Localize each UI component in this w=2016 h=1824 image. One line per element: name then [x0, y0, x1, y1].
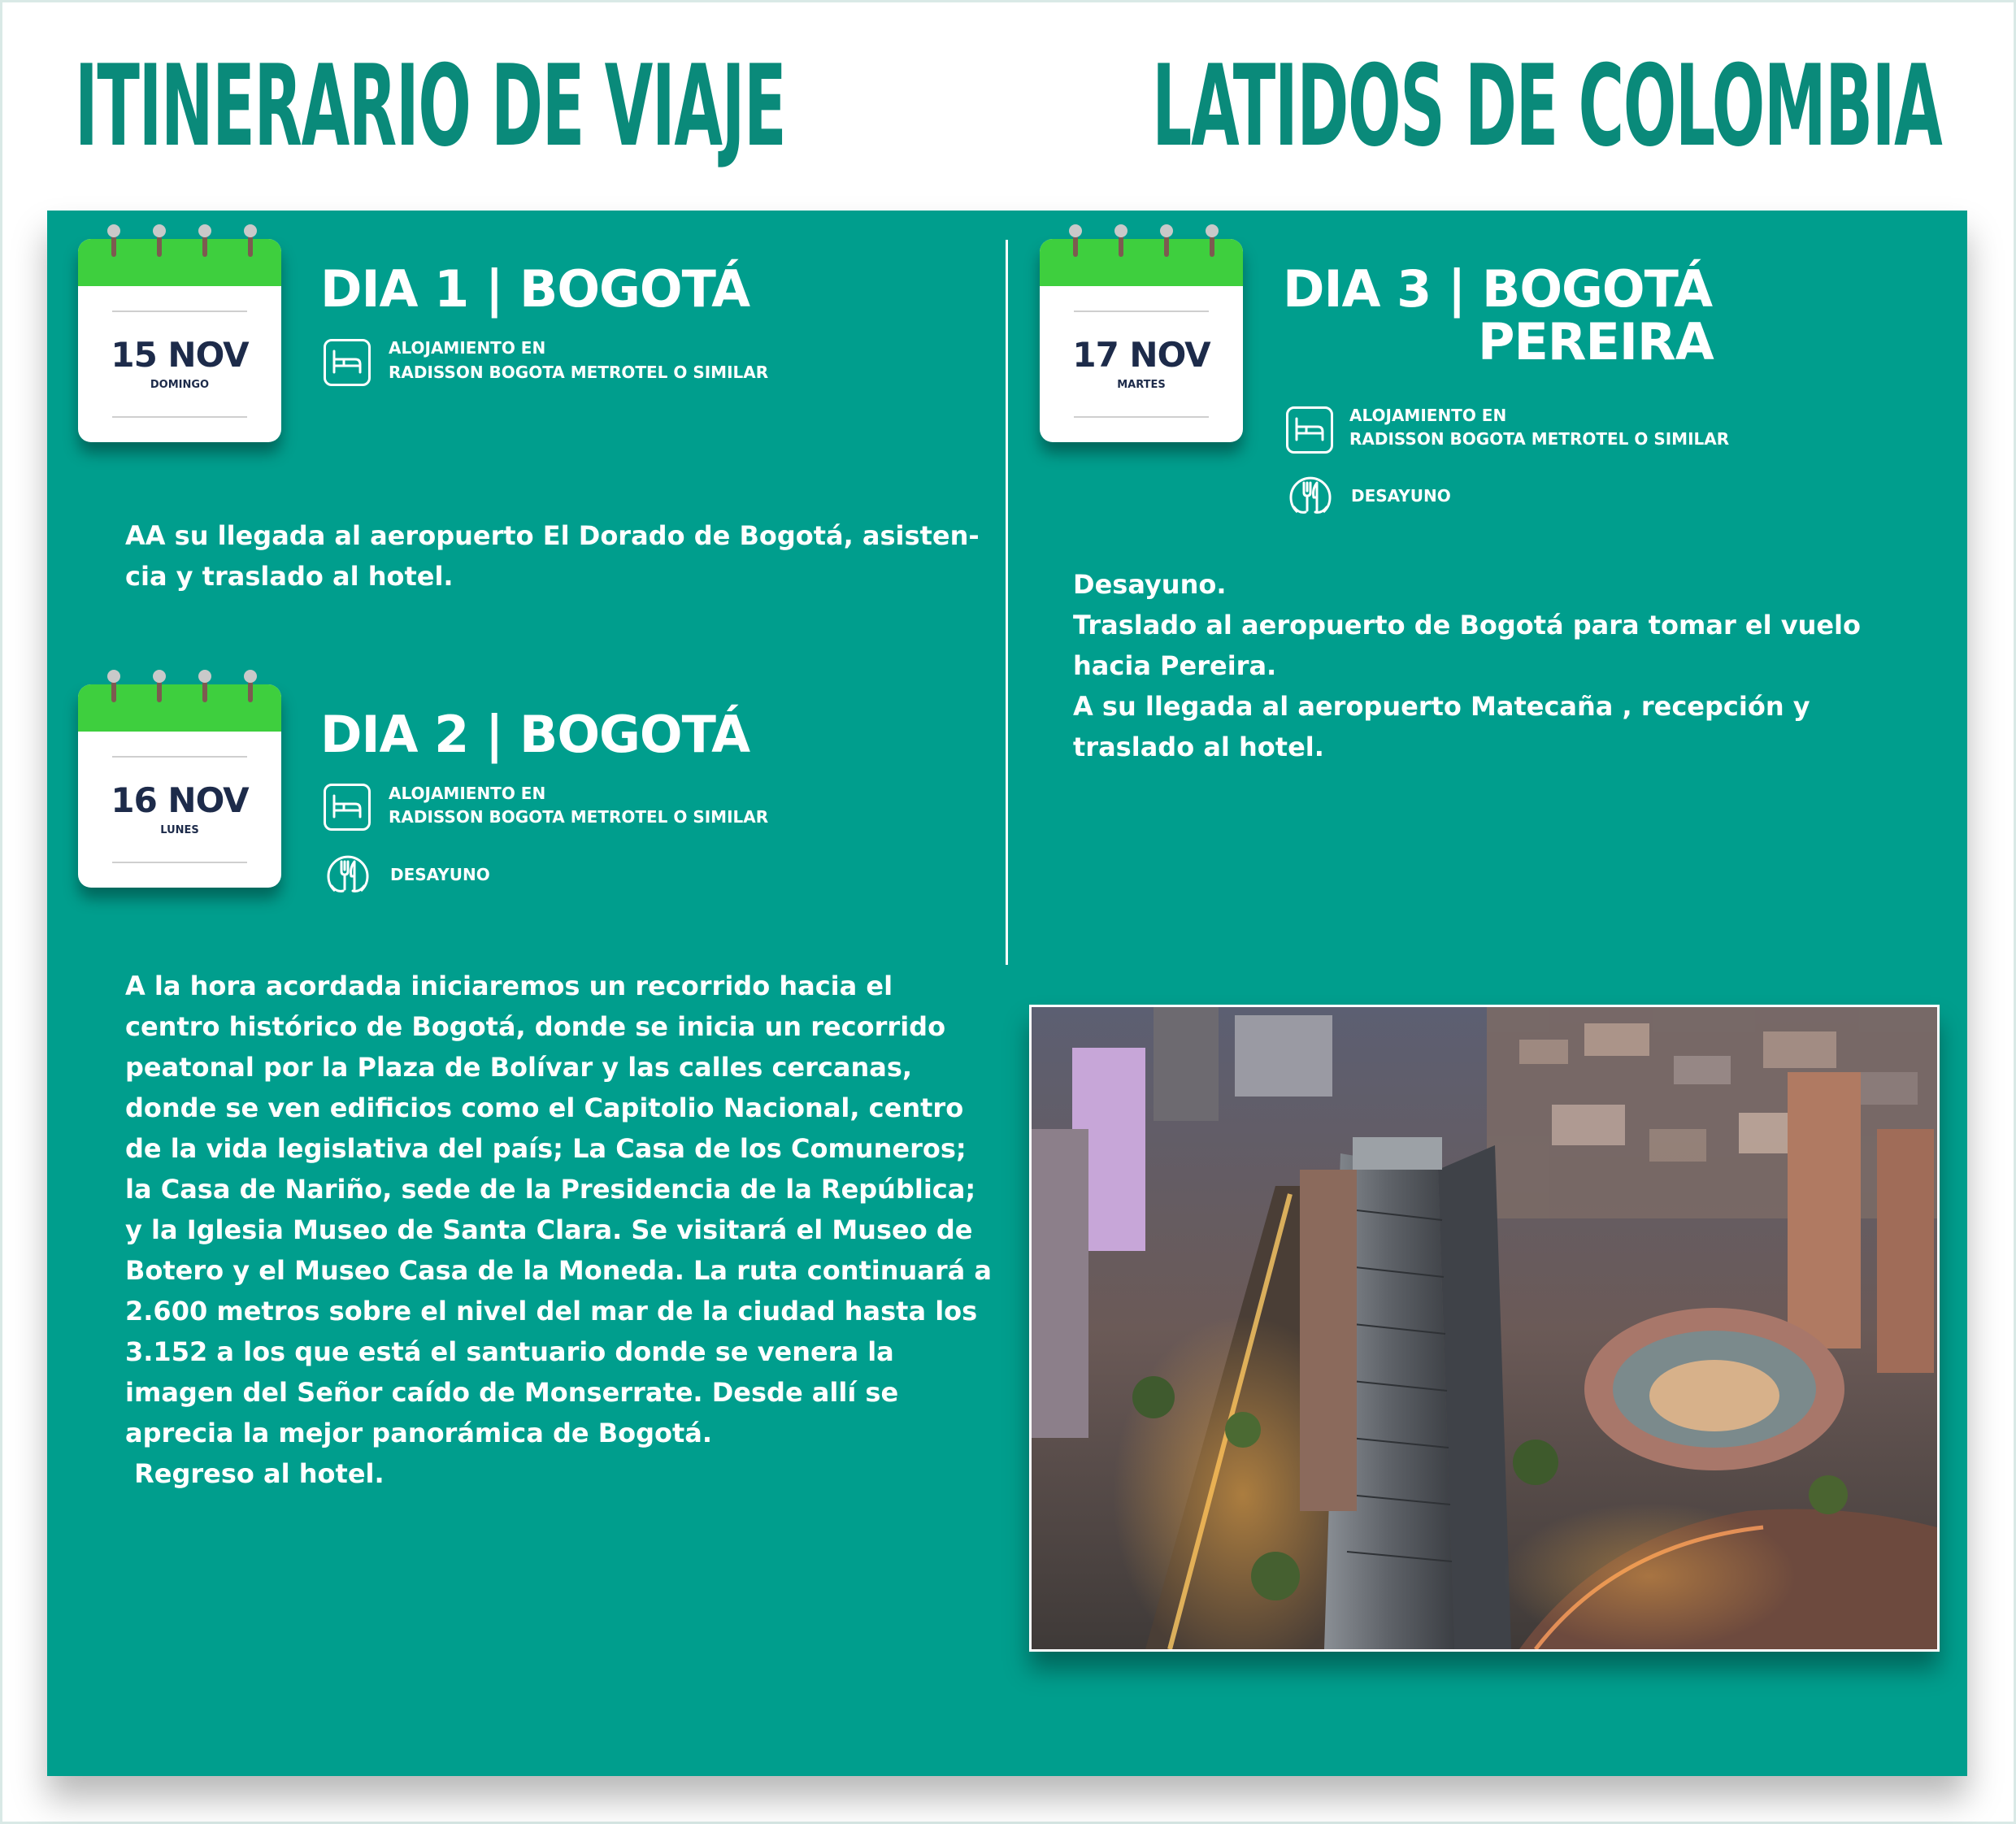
day-1-lodging-label: ALOJAMIENTO EN [389, 338, 546, 358]
calendar-date: 15 NOV [111, 335, 249, 375]
day-1-description [125, 515, 980, 597]
text-line: Botero y el Museo Casa de la Moneda. La ruta continuará a [125, 1255, 992, 1286]
text-line: 3.152 a los que está el santuario donde se venera la [125, 1336, 894, 1367]
text-line: y la Iglesia Museo de Santa Clara. Se visitará el Museo de [125, 1214, 973, 1245]
text-line: A su llegada al aeropuerto Matecaña , recepción y [1073, 691, 1810, 722]
breakfast-icon [1286, 471, 1335, 520]
day-3-meal: DESAYUNO [1351, 486, 1451, 506]
text-line: donde se ven edificios como el Capitolio Nacional, centro [125, 1092, 964, 1123]
text-line: A la hora acordada iniciaremos un recorrido hacia el [125, 971, 893, 1001]
day-3-description [1073, 564, 1861, 767]
text-line: Regreso al hotel. [125, 1458, 385, 1489]
bogota-city-photo [1029, 1005, 1940, 1652]
text-line: traslado al hotel. [1073, 732, 1324, 762]
day-3-lodging-hotel: RADISSON BOGOTA METROTEL O SIMILAR [1349, 429, 1730, 449]
breakfast-icon [324, 850, 372, 899]
day-2-lodging-hotel: RADISSON BOGOTA METROTEL O SIMILAR [389, 807, 769, 827]
text-line: la Casa de Nariño, sede de la Presidencia de la República; [125, 1174, 976, 1205]
day-3-title-destination: PEREIRA [1478, 312, 1714, 371]
day-1-lodging-hotel: RADISSON BOGOTA METROTEL O SIMILAR [389, 363, 769, 382]
day-1-title: DIA 1 | BOGOTÁ [320, 259, 750, 319]
text-line: AA su llegada al aeropuerto El Dorado de Bogotá, asisten- [125, 520, 980, 551]
day-2-meal: DESAYUNO [390, 865, 490, 884]
day-2-description [125, 966, 992, 1494]
text-line: imagen del Señor caído de Monserrate. Desde allí se [125, 1377, 899, 1408]
calendar-icon-day-2 [78, 684, 281, 888]
text-line: Traslado al aeropuerto de Bogotá para tomar el vuelo [1073, 610, 1861, 641]
calendar-weekday: LUNES [160, 824, 199, 836]
text-line: centro histórico de Bogotá, donde se inicia un recorrido [125, 1011, 946, 1042]
calendar-weekday: MARTES [1117, 379, 1166, 391]
text-line: 2.600 metros sobre el nivel del mar de la ciudad hasta los [125, 1296, 978, 1327]
bed-icon [1286, 406, 1333, 454]
text-line: aprecia la mejor panorámica de Bogotá. [125, 1418, 712, 1448]
bed-icon [324, 339, 371, 386]
calendar-weekday: DOMINGO [150, 379, 210, 391]
calendar-date: 17 NOV [1072, 335, 1210, 375]
calendar-date: 16 NOV [111, 780, 249, 820]
day-2-lodging-label: ALOJAMIENTO EN [389, 784, 546, 803]
day-3-lodging-label: ALOJAMIENTO EN [1349, 406, 1507, 425]
text-line: peatonal por la Plaza de Bolívar y las calles cercanas, [125, 1052, 913, 1083]
day-3-title: DIA 3 | BOGOTÁ [1283, 259, 1713, 319]
tour-name-title: LATIDOS DE COLOMBIA [1151, 41, 1941, 172]
text-line: cia y traslado al hotel. [125, 561, 454, 592]
calendar-icon-day-3 [1040, 239, 1243, 442]
day-2-title: DIA 2 | BOGOTÁ [320, 705, 750, 764]
column-divider [1006, 240, 1008, 965]
text-line: de la vida legislativa del país; La Casa de los Comuneros; [125, 1133, 967, 1164]
calendar-icon-day-1 [78, 239, 281, 442]
itinerary-title: ITINERARIO DE VIAJE [75, 41, 786, 172]
text-line: hacia Pereira. [1073, 650, 1277, 681]
text-line: Desayuno. [1073, 569, 1227, 600]
bed-icon [324, 784, 371, 831]
